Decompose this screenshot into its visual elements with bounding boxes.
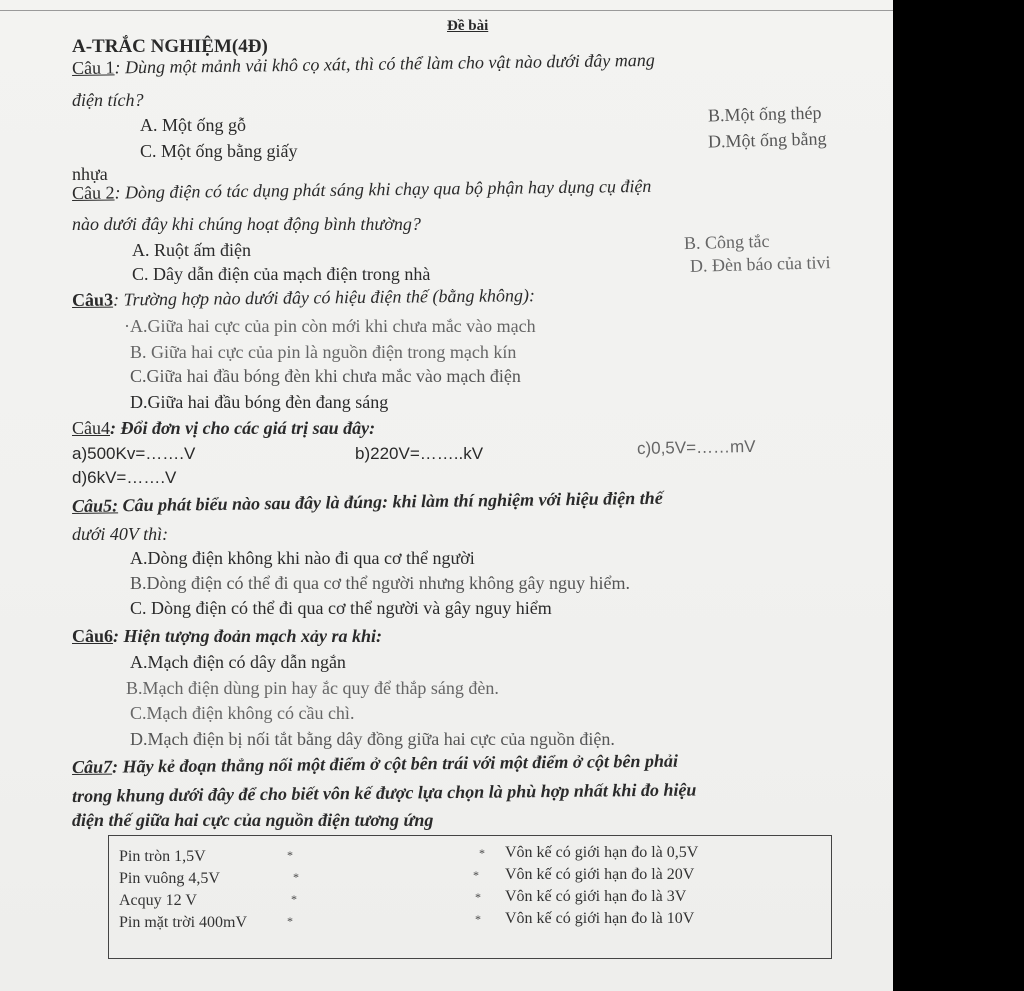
- q2-label: Câu 2: [71, 182, 115, 203]
- q4-item-b: b)220V=……..kV: [355, 444, 484, 463]
- q2-option-c: C. Dây dẫn điện của mạch điện trong nhà: [132, 264, 431, 284]
- q2-stem-cont: nào dưới đây khi chúng hoạt động bình thường?: [72, 214, 421, 234]
- q6-option-b: B.Mạch điện dùng pin hay ắc quy để thắp sáng đèn.: [126, 678, 499, 698]
- q3-option-b: B. Giữa hai cực của pin là nguồn điện trong mạch kín: [130, 342, 517, 362]
- q1-option-d-cont: nhựa: [72, 164, 108, 184]
- left-point-3[interactable]: *: [291, 892, 297, 906]
- q7-stem-cont-2: điện thế giữa hai cực của nguồn điện tương ứng: [72, 810, 434, 830]
- right-point-1[interactable]: *: [479, 846, 485, 860]
- q4-stem: [72, 418, 375, 438]
- right-item-2: Vôn kế có giới hạn đo là 20V: [505, 866, 695, 883]
- q7-text: : Hãy kẻ đoạn thẳng nối một điểm ở cột bên trái với một điểm ở cột bên phải: [111, 750, 679, 777]
- q7-stem: [72, 751, 678, 777]
- q2-option-d: D. Đèn báo của tivi: [689, 252, 831, 276]
- header-title: Đề bài: [447, 18, 489, 34]
- q2-option-b: B. Công tắc: [683, 230, 770, 254]
- q1-text: : Dùng một mảnh vải khô cọ xát, thì có thể làm cho vật nào dưới đây mang: [114, 49, 655, 78]
- left-item-2: Pin vuông 4,5V: [119, 870, 220, 887]
- q5-option-a: A.Dòng điện không khi nào đi qua cơ thể người: [130, 548, 475, 568]
- q5-stem: [72, 488, 663, 516]
- right-point-2[interactable]: *: [473, 868, 479, 882]
- q6-label: Câu6: [72, 626, 114, 646]
- q4-label: Câu4: [72, 418, 110, 438]
- section-title: A-TRẮC NGHIỆM(4Đ): [72, 36, 268, 57]
- matching-box: [108, 835, 832, 959]
- right-item-4: Vôn kế có giới hạn đo là 10V: [505, 910, 695, 927]
- q5-option-b: B.Dòng điện có thể đi qua cơ thể người nhưng không gây nguy hiểm.: [130, 573, 630, 593]
- q6-text: : Hiện tượng đoản mạch xảy ra khi:: [113, 626, 382, 646]
- q3-label: Câu3: [71, 289, 114, 310]
- q3-text: : Trường hợp nào dưới đây có hiệu điện thế (bằng không):: [112, 285, 536, 310]
- q4-item-c: c)0,5V=……mV: [636, 436, 756, 459]
- q1-stem-cont: điện tích?: [72, 90, 144, 110]
- right-point-3[interactable]: *: [475, 890, 481, 904]
- left-point-1[interactable]: *: [287, 848, 293, 862]
- q1-label: Câu 1: [71, 57, 115, 78]
- q3-option-a: ·A.Giữa hai cực của pin còn mới khi chưa mắc vào mạch: [124, 316, 536, 336]
- q5-option-c: C. Dòng điện có thể đi qua cơ thể người và gây nguy hiểm: [130, 598, 552, 618]
- q4-text: : Đổi đơn vị cho các giá trị sau đây:: [110, 418, 376, 438]
- q1-option-b: B.Một ống thép: [707, 102, 822, 126]
- q5-label: Câu5:: [71, 495, 119, 516]
- left-item-3: Acquy 12 V: [119, 892, 197, 909]
- q2-option-a: A. Ruột ấm điện: [132, 240, 251, 260]
- q3-option-d: D.Giữa hai đầu bóng đèn đang sáng: [130, 392, 389, 412]
- q1-option-a: A. Một ống gỗ: [140, 115, 247, 135]
- right-item-3: Vôn kế có giới hạn đo là 3V: [505, 888, 687, 905]
- q4-item-d: d)6kV=…….V: [72, 468, 177, 487]
- q2-stem: [72, 176, 652, 203]
- q7-stem-cont-1: trong khung dưới đây để cho biết vôn kế được lựa chọn là phù hợp nhất khi đo hiệu: [71, 779, 697, 806]
- q4-item-a: a)500Kv=…….V: [72, 444, 196, 463]
- q5-text: Câu phát biểu nào sau đây là đúng: khi làm thí nghiệm với hiệu điện thế: [117, 487, 663, 516]
- q3-option-c: C.Giữa hai đầu bóng đèn khi chưa mắc vào mạch điện: [130, 366, 521, 386]
- right-item-1: Vôn kế có giới hạn đo là 0,5V: [505, 844, 699, 861]
- left-point-2[interactable]: *: [293, 870, 299, 884]
- q5-stem-cont: dưới 40V thì:: [72, 524, 169, 544]
- left-point-4[interactable]: *: [287, 914, 293, 928]
- page-top-rule: [0, 10, 893, 11]
- q6-stem: [72, 626, 382, 646]
- right-point-4[interactable]: *: [475, 912, 481, 926]
- q3-stem: [72, 285, 535, 310]
- q7-label: Câu7: [71, 756, 113, 777]
- q6-option-d: D.Mạch điện bị nối tắt bằng dây đồng giữa hai cực của nguồn điện.: [130, 729, 615, 749]
- q1-option-d: D.Một ống bằng: [707, 128, 827, 152]
- left-item-4: Pin mặt trời 400mV: [119, 914, 248, 931]
- q2-text: : Dòng điện có tác dụng phát sáng khi chạy qua bộ phận hay dụng cụ điện: [114, 175, 652, 203]
- left-item-1: Pin tròn 1,5V: [119, 848, 206, 865]
- q1-option-c: C. Một ống bằng giấy: [140, 141, 298, 161]
- q6-option-a: A.Mạch điện có dây dẫn ngắn: [130, 652, 346, 672]
- q6-option-c: C.Mạch điện không có cầu chì.: [130, 703, 355, 723]
